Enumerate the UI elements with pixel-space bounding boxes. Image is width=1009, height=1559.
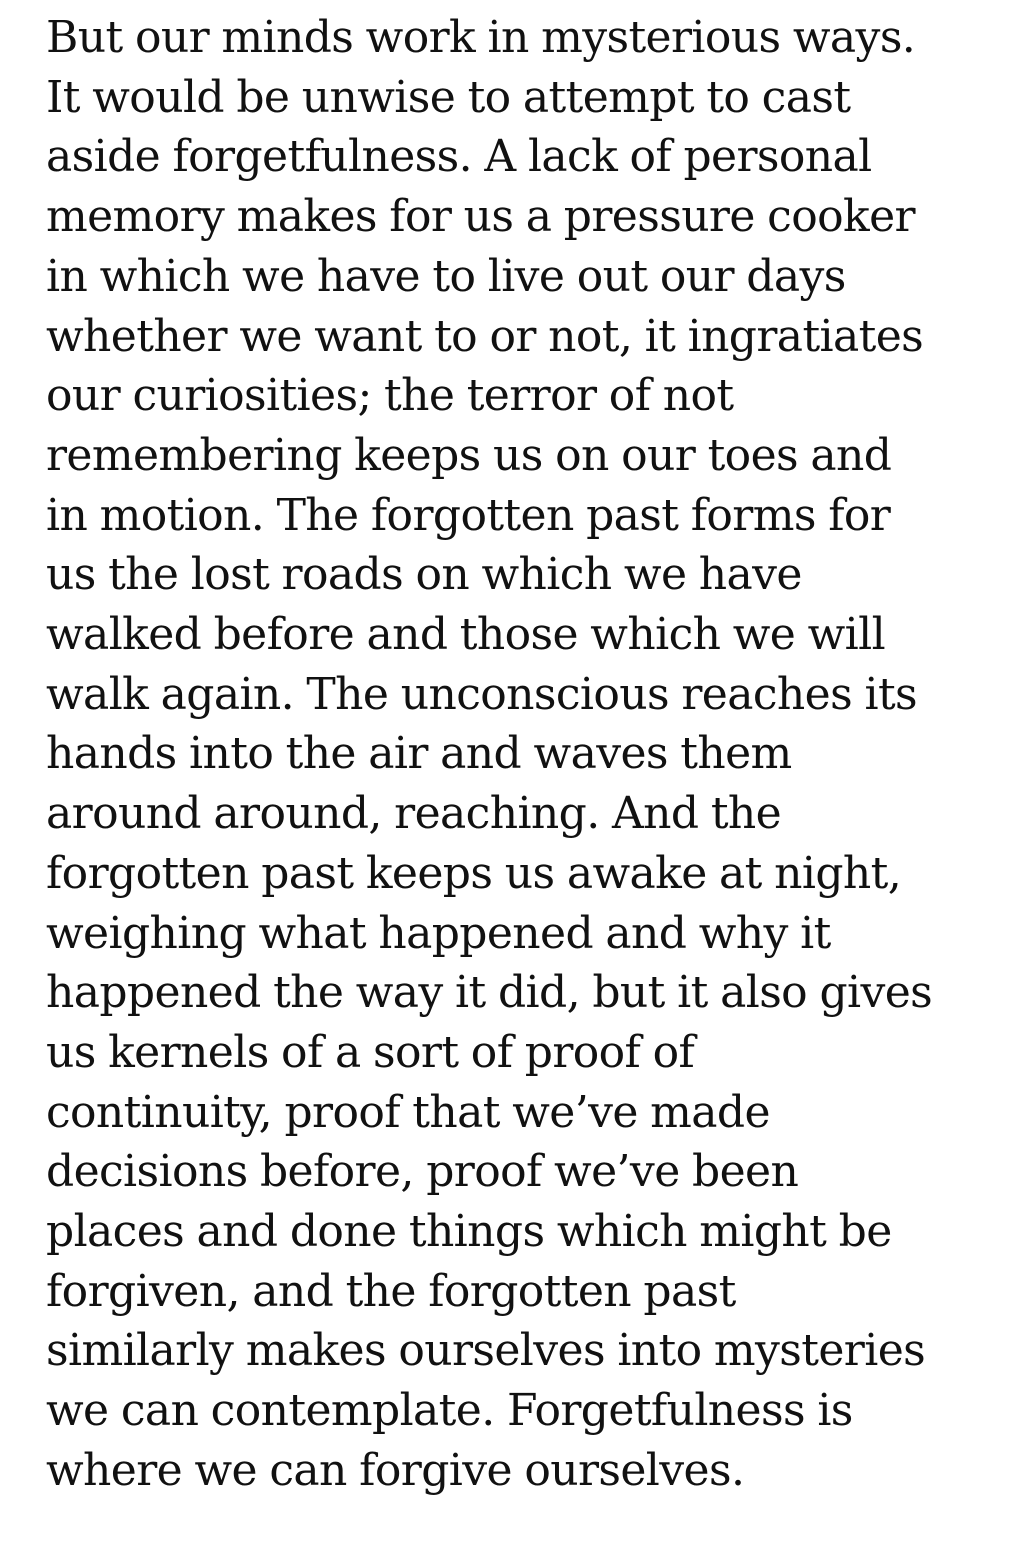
text-line: whether we want to or not, it ingratiates <box>46 310 924 362</box>
text-line: memory makes for us a pressure cooker <box>46 191 915 243</box>
text-line: us the lost roads on which we have <box>46 549 802 601</box>
text-line: we can contemplate. Forgetfulness is <box>46 1385 853 1437</box>
text-line: But our minds work in mysterious ways. <box>46 12 916 63</box>
text-line: forgiven, and the forgotten past <box>46 1265 736 1317</box>
text-line: walk again. The unconscious reaches its <box>46 668 918 720</box>
text-line: weighing what happened and why it <box>46 907 831 959</box>
text-line: decisions before, proof we’ve been <box>46 1146 799 1198</box>
text-line: walked before and those which we will <box>46 609 886 661</box>
text-line: us kernels of a sort of proof of <box>46 1026 695 1078</box>
text-line: hands into the air and waves them <box>46 728 792 780</box>
text-line: remembering keeps us on our toes and <box>46 429 892 481</box>
text-line: continuity, proof that we’ve made <box>46 1086 770 1138</box>
text-line: similarly makes ourselves into mysteries <box>46 1325 926 1377</box>
text-line: around around, reaching. And the <box>46 788 782 840</box>
text-line: forgotten past keeps us awake at night, <box>46 847 902 899</box>
text-line: It would be unwise to attempt to cast <box>46 71 851 123</box>
text-line: where we can forgive ourselves. <box>46 1444 745 1496</box>
text-passage <box>46 8 996 1501</box>
text-line: in motion. The forgotten past forms for <box>46 489 891 541</box>
text-line: aside forgetfulness. A lack of personal <box>46 131 872 183</box>
text-line: happened the way it did, but it also gives <box>46 967 933 1019</box>
text-line: places and done things which might be <box>46 1206 892 1258</box>
text-line: our curiosities; the terror of not <box>46 370 734 422</box>
text-line: in which we have to live out our days <box>46 250 846 302</box>
